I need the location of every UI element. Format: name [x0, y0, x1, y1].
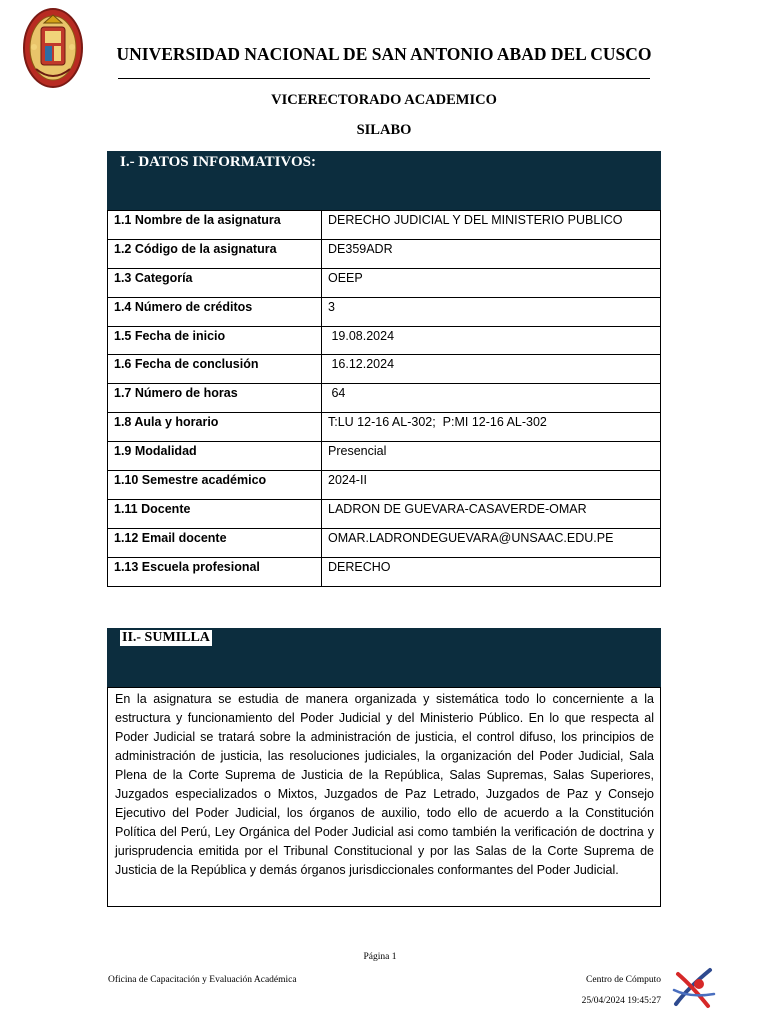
- footer-center: Centro de Cómputo: [586, 975, 661, 985]
- info-row: [108, 355, 661, 384]
- info-row: [108, 557, 661, 586]
- page-number: Página 1: [363, 952, 397, 962]
- office-title: VICERECTORADO ACADEMICO: [271, 92, 497, 108]
- university-name: UNIVERSIDAD NACIONAL DE SAN ANTONIO ABAD DEL CUSCO: [116, 44, 652, 64]
- footer-datetime: 25/04/2024 19:45:27: [581, 996, 661, 1006]
- info-label: 1.1 Nombre de la asignatura: [108, 211, 322, 240]
- info-label: 1.8 Aula y horario: [108, 413, 322, 442]
- section-datos-header: [107, 151, 661, 211]
- info-value: DERECHO: [322, 557, 661, 586]
- info-row: [108, 413, 661, 442]
- section-sumilla-title: II.- SUMILLA: [122, 630, 210, 645]
- info-value: OMAR.LADRONDEGUEVARA@UNSAAC.EDU.PE: [322, 528, 661, 557]
- info-label: 1.12 Email docente: [108, 528, 322, 557]
- info-value: 2024-II: [322, 471, 661, 500]
- info-value: T:LU 12-16 AL-302; P:MI 12-16 AL-302: [322, 413, 661, 442]
- info-value: DE359ADR: [322, 239, 661, 268]
- info-value: LADRON DE GUEVARA-CASAVERDE-OMAR: [322, 499, 661, 528]
- info-row: [108, 268, 661, 297]
- info-label: 1.13 Escuela profesional: [108, 557, 322, 586]
- info-label: 1.6 Fecha de conclusión: [108, 355, 322, 384]
- info-value: Presencial: [322, 442, 661, 471]
- datos-informativos-table: [107, 210, 661, 587]
- info-row: [108, 499, 661, 528]
- info-value: 19.08.2024: [322, 326, 661, 355]
- header-rule: [118, 78, 650, 79]
- info-label: 1.2 Código de la asignatura: [108, 239, 322, 268]
- university-crest-icon: [22, 7, 84, 89]
- info-label: 1.9 Modalidad: [108, 442, 322, 471]
- info-value: 16.12.2024: [322, 355, 661, 384]
- info-value: 3: [322, 297, 661, 326]
- info-row: [108, 297, 661, 326]
- section-sumilla-header: [107, 628, 661, 688]
- info-label: 1.3 Categoría: [108, 268, 322, 297]
- section-datos-title: I.- DATOS INFORMATIVOS:: [120, 154, 316, 170]
- info-value: DERECHO JUDICIAL Y DEL MINISTERIO PUBLICO: [322, 211, 661, 240]
- info-label: 1.5 Fecha de inicio: [108, 326, 322, 355]
- info-value: OEEP: [322, 268, 661, 297]
- info-label: 1.11 Docente: [108, 499, 322, 528]
- info-value: 64: [322, 384, 661, 413]
- sumilla-box: [107, 687, 661, 907]
- sumilla-text: En la asignatura se estudia de manera organizada y sistemática todo lo concerniente a la estructura y funcionamiento del Poder Judicial y del Ministerio Público. En lo que respecta al Poder Judicial se tratará sobre la administración de justicia, el control difuso, los principios de administración de justicia, las resoluciones judiciales, la organización del Poder Judicial, Sala Plena de la Corte Suprema de Justicia de la República, Salas Supremas, Salas Superiores, Juzgados especializados o Mixtos, Juzgados de Paz Letrado, Juzgados de Paz y Consejo Ejecutivo del Poder Judicial, los órganos de auxilio, todo ello de acuerdo a la Constitución Política del Perú, Ley Orgánica del Poder Judicial asi como también la verificación de doctrina y jurisprudencia emitida por el Tribunal Constitucional y por las Salas de la Corte Suprema de Justicia de la República y demás órganos jurisdiccionales conformantes del Poder Judicial.: [115, 692, 654, 877]
- info-row: [108, 211, 661, 240]
- info-label: 1.7 Número de horas: [108, 384, 322, 413]
- info-label: 1.10 Semestre académico: [108, 471, 322, 500]
- info-row: [108, 442, 661, 471]
- info-row: [108, 326, 661, 355]
- computing-center-logo-icon: [670, 964, 716, 1012]
- document-type: SILABO: [356, 122, 412, 138]
- info-row: [108, 384, 661, 413]
- info-row: [108, 528, 661, 557]
- footer-office: Oficina de Capacitación y Evaluación Académica: [108, 975, 297, 985]
- info-row: [108, 239, 661, 268]
- info-label: 1.4 Número de créditos: [108, 297, 322, 326]
- info-row: [108, 471, 661, 500]
